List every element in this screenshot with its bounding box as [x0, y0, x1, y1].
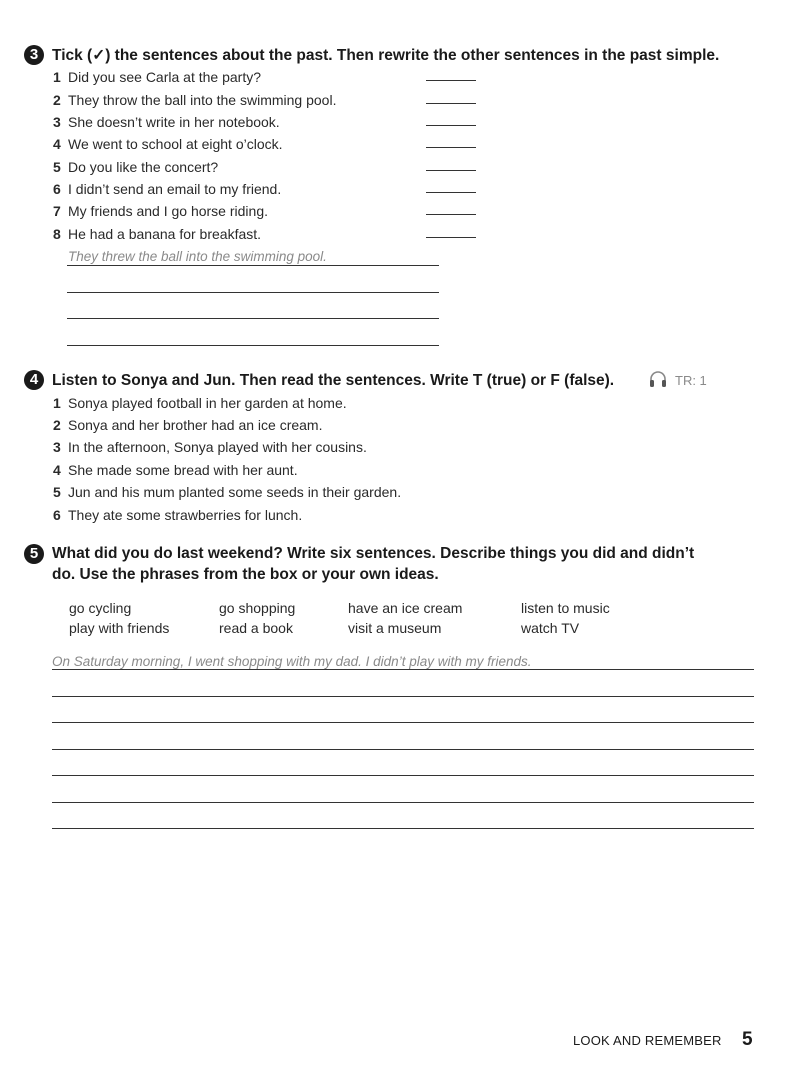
list-item: [53, 92, 336, 108]
writing-line[interactable]: [67, 345, 439, 346]
item-text: Do you like the concert?: [68, 159, 219, 175]
list-item: [53, 69, 261, 85]
list-item: [53, 226, 261, 242]
phrase-box-item: visit a museum: [348, 620, 442, 636]
item-text: My friends and I go horse riding.: [68, 203, 268, 219]
exercise-instruction: Tick (✓) the sentences about the past. Then rewrite the other sentences in the past simple.: [52, 47, 720, 64]
item-text: He had a banana for breakfast.: [68, 226, 262, 242]
item-text: She made some bread with her aunt.: [68, 462, 298, 478]
tick-answer-line[interactable]: [426, 192, 476, 193]
item-text: Sonya played football in her garden at home.: [68, 395, 347, 411]
phrase-box-item: listen to music: [521, 600, 610, 616]
phrase-box-item: read a book: [219, 620, 293, 636]
item-text: In the afternoon, Sonya played with her cousins.: [68, 439, 367, 455]
writing-line[interactable]: [52, 696, 754, 697]
phrase-box-item: go shopping: [219, 600, 296, 616]
item-number: 2: [53, 417, 61, 433]
item-text: We went to school at eight o’clock.: [68, 136, 283, 152]
writing-line[interactable]: [67, 318, 439, 319]
list-item: [53, 507, 302, 523]
item-number: 3: [53, 114, 61, 130]
item-number: 5: [53, 484, 61, 500]
item-number: 4: [53, 136, 61, 152]
exercise-number-badge: 4: [24, 370, 44, 390]
track-label: TR: 1: [675, 373, 707, 388]
example-answer: They threw the ball into the swimming pool.: [68, 249, 327, 264]
item-text: They throw the ball into the swimming pool.: [68, 92, 337, 108]
exercise-number-badge: 5: [24, 544, 44, 564]
writing-line[interactable]: [67, 292, 439, 293]
item-number: 1: [53, 395, 61, 411]
headphones-icon: [648, 369, 668, 394]
footer-section-title: LOOK AND REMEMBER: [573, 1033, 722, 1048]
tick-answer-line[interactable]: [426, 147, 476, 148]
item-text: I didn’t send an email to my friend.: [68, 181, 282, 197]
item-number: 6: [53, 507, 61, 523]
item-number: 4: [53, 462, 61, 478]
phrase-box-item: play with friends: [69, 620, 170, 636]
phrase-box-item: go cycling: [69, 600, 132, 616]
list-item: [53, 462, 298, 478]
exercise-instruction: Listen to Sonya and Jun. Then read the sentences. Write T (true) or F (false).: [52, 372, 615, 389]
item-text: They ate some strawberries for lunch.: [68, 507, 303, 523]
list-item: [53, 417, 323, 433]
exercise-instruction: What did you do last weekend? Write six sentences. Describe things you did and didn’t: [52, 545, 695, 562]
writing-line[interactable]: [52, 775, 754, 776]
list-item: [53, 439, 367, 455]
exercise-number-badge: 3: [24, 45, 44, 65]
tick-answer-line[interactable]: [426, 237, 476, 238]
writing-line[interactable]: [52, 802, 754, 803]
item-text: Sonya and her brother had an ice cream.: [68, 417, 323, 433]
list-item: [53, 203, 268, 219]
list-item: [53, 114, 280, 130]
item-number: 6: [53, 181, 61, 197]
item-number: 3: [53, 439, 61, 455]
item-number: 1: [53, 69, 61, 85]
page-number: 5: [742, 1029, 753, 1050]
list-item: [53, 159, 218, 175]
item-number: 5: [53, 159, 61, 175]
tick-answer-line[interactable]: [426, 80, 476, 81]
tick-answer-line[interactable]: [426, 214, 476, 215]
phrase-box-item: watch TV: [521, 620, 580, 636]
item-number: 8: [53, 226, 61, 242]
phrase-box-item: have an ice cream: [348, 600, 463, 616]
item-number: 2: [53, 92, 61, 108]
item-text: Did you see Carla at the party?: [68, 69, 261, 85]
item-text: She doesn’t write in her notebook.: [68, 114, 280, 130]
exercise-instruction: do. Use the phrases from the box or your own ideas.: [52, 566, 439, 583]
writing-line[interactable]: [52, 722, 754, 723]
list-item: [53, 181, 281, 197]
writing-line[interactable]: [67, 265, 439, 266]
list-item: [53, 395, 347, 411]
writing-line[interactable]: [52, 749, 754, 750]
example-answer: On Saturday morning, I went shopping with my dad. I didn’t play with my friends.: [52, 654, 532, 669]
tick-answer-line[interactable]: [426, 125, 476, 126]
writing-line[interactable]: [52, 828, 754, 829]
list-item: [53, 484, 401, 500]
item-text: Jun and his mum planted some seeds in their garden.: [68, 484, 402, 500]
writing-line[interactable]: [52, 669, 754, 670]
tick-answer-line[interactable]: [426, 103, 476, 104]
list-item: [53, 136, 283, 152]
tick-answer-line[interactable]: [426, 170, 476, 171]
item-number: 7: [53, 203, 61, 219]
